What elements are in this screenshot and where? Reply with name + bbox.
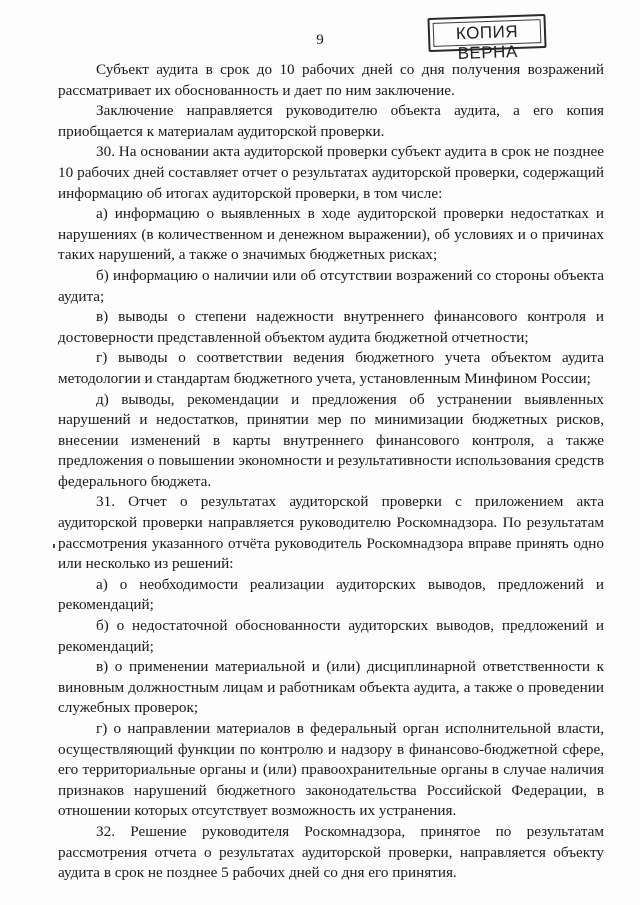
paragraph-30-a: а) информацию о выявленных в ходе аудиторской проверки недостатках и нарушениях (в количественном и денежном выражении), об условиях и о причинах таких нарушений, а также о значимых бюджетных рисках;	[58, 205, 604, 264]
paragraph-conclusion-sent: Заключение направляется руководителю объекта аудита, а его копия приобщается к материалам аудиторской проверки.	[58, 102, 604, 140]
paragraph-30-g: г) выводы о соответствии ведения бюджетного учета объектом аудита методологии и стандартам бюджетного учета, установленным Минфином России;	[58, 349, 604, 387]
paragraph-30-d: д) выводы, рекомендации и предложения об устранении выявленных нарушений и недостатков, принятии мер по минимизации бюджетных рисков, внесении изменений в карты внутреннего финансового контроля, а также предложения о повышении экономности и результативности использования средств федерального бюджета.	[58, 390, 604, 490]
paragraph-31-v: в) о применении материальной и (или) дисциплинарной ответственности к виновным должностным лицам и работникам объекта аудита, а также о проведении служебных проверок;	[58, 658, 604, 717]
paragraph-31-g: г) о направлении материалов в федеральный орган исполнительной власти, осуществляющий функции по контролю и надзору в финансово-бюджетной сфере, его территориальные органы и (или) правоохранительные органы в случае наличия признаков нарушений бюджетного законодательства Российской Федерации, в отношении которых отсутствует возможность их устранения.	[58, 720, 604, 820]
paragraph-30-v: в) выводы о степени надежности внутреннего финансового контроля и достоверности представленной объектом аудита бюджетной отчетности;	[58, 308, 604, 346]
paragraph-30-b: б) информацию о наличии или об отсутствии возражений со стороны объекта аудита;	[58, 266, 604, 305]
document-body	[58, 60, 604, 884]
margin-mark	[53, 544, 55, 548]
paragraph-31-a: а) о необходимости реализации аудиторских выводов, предложений и рекомендаций;	[58, 575, 604, 614]
paragraph-31: 31. Отчет о результатах аудиторской проверки с приложением акта аудиторской проверки направляется руководителю Роскомнадзора. По результатам рассмотрения указанного отчёта руководитель Роскомнадзора вправе принять одно или несколько из решений:	[58, 493, 604, 573]
paragraph-31-b: б) о недостаточной обоснованности аудиторских выводов, предложений и рекомендаций;	[58, 617, 604, 655]
paragraph-32: 32. Решение руководителя Роскомнадзора, принятое по результатам рассмотрения отчета о результатах аудиторской проверки, направляется объекту аудита в срок не позднее 5 рабочих дней со дня его принятия.	[58, 822, 604, 882]
page-number: 9	[316, 32, 324, 48]
paragraph-30: 30. На основании акта аудиторской проверки субъект аудита в срок не позднее 10 рабочих дней составляет отчет о результатах аудиторской проверки, содержащий информацию об итогах аудиторской проверки, в том числе:	[58, 143, 604, 202]
paragraph-objection-review: Субъект аудита в срок до 10 рабочих дней со дня получения возражений рассматривает их обоснованность и дает по ним заключение.	[58, 61, 604, 99]
stamp-text: КОПИЯ ВЕРНА	[455, 21, 519, 64]
copy-certified-stamp	[427, 14, 546, 64]
